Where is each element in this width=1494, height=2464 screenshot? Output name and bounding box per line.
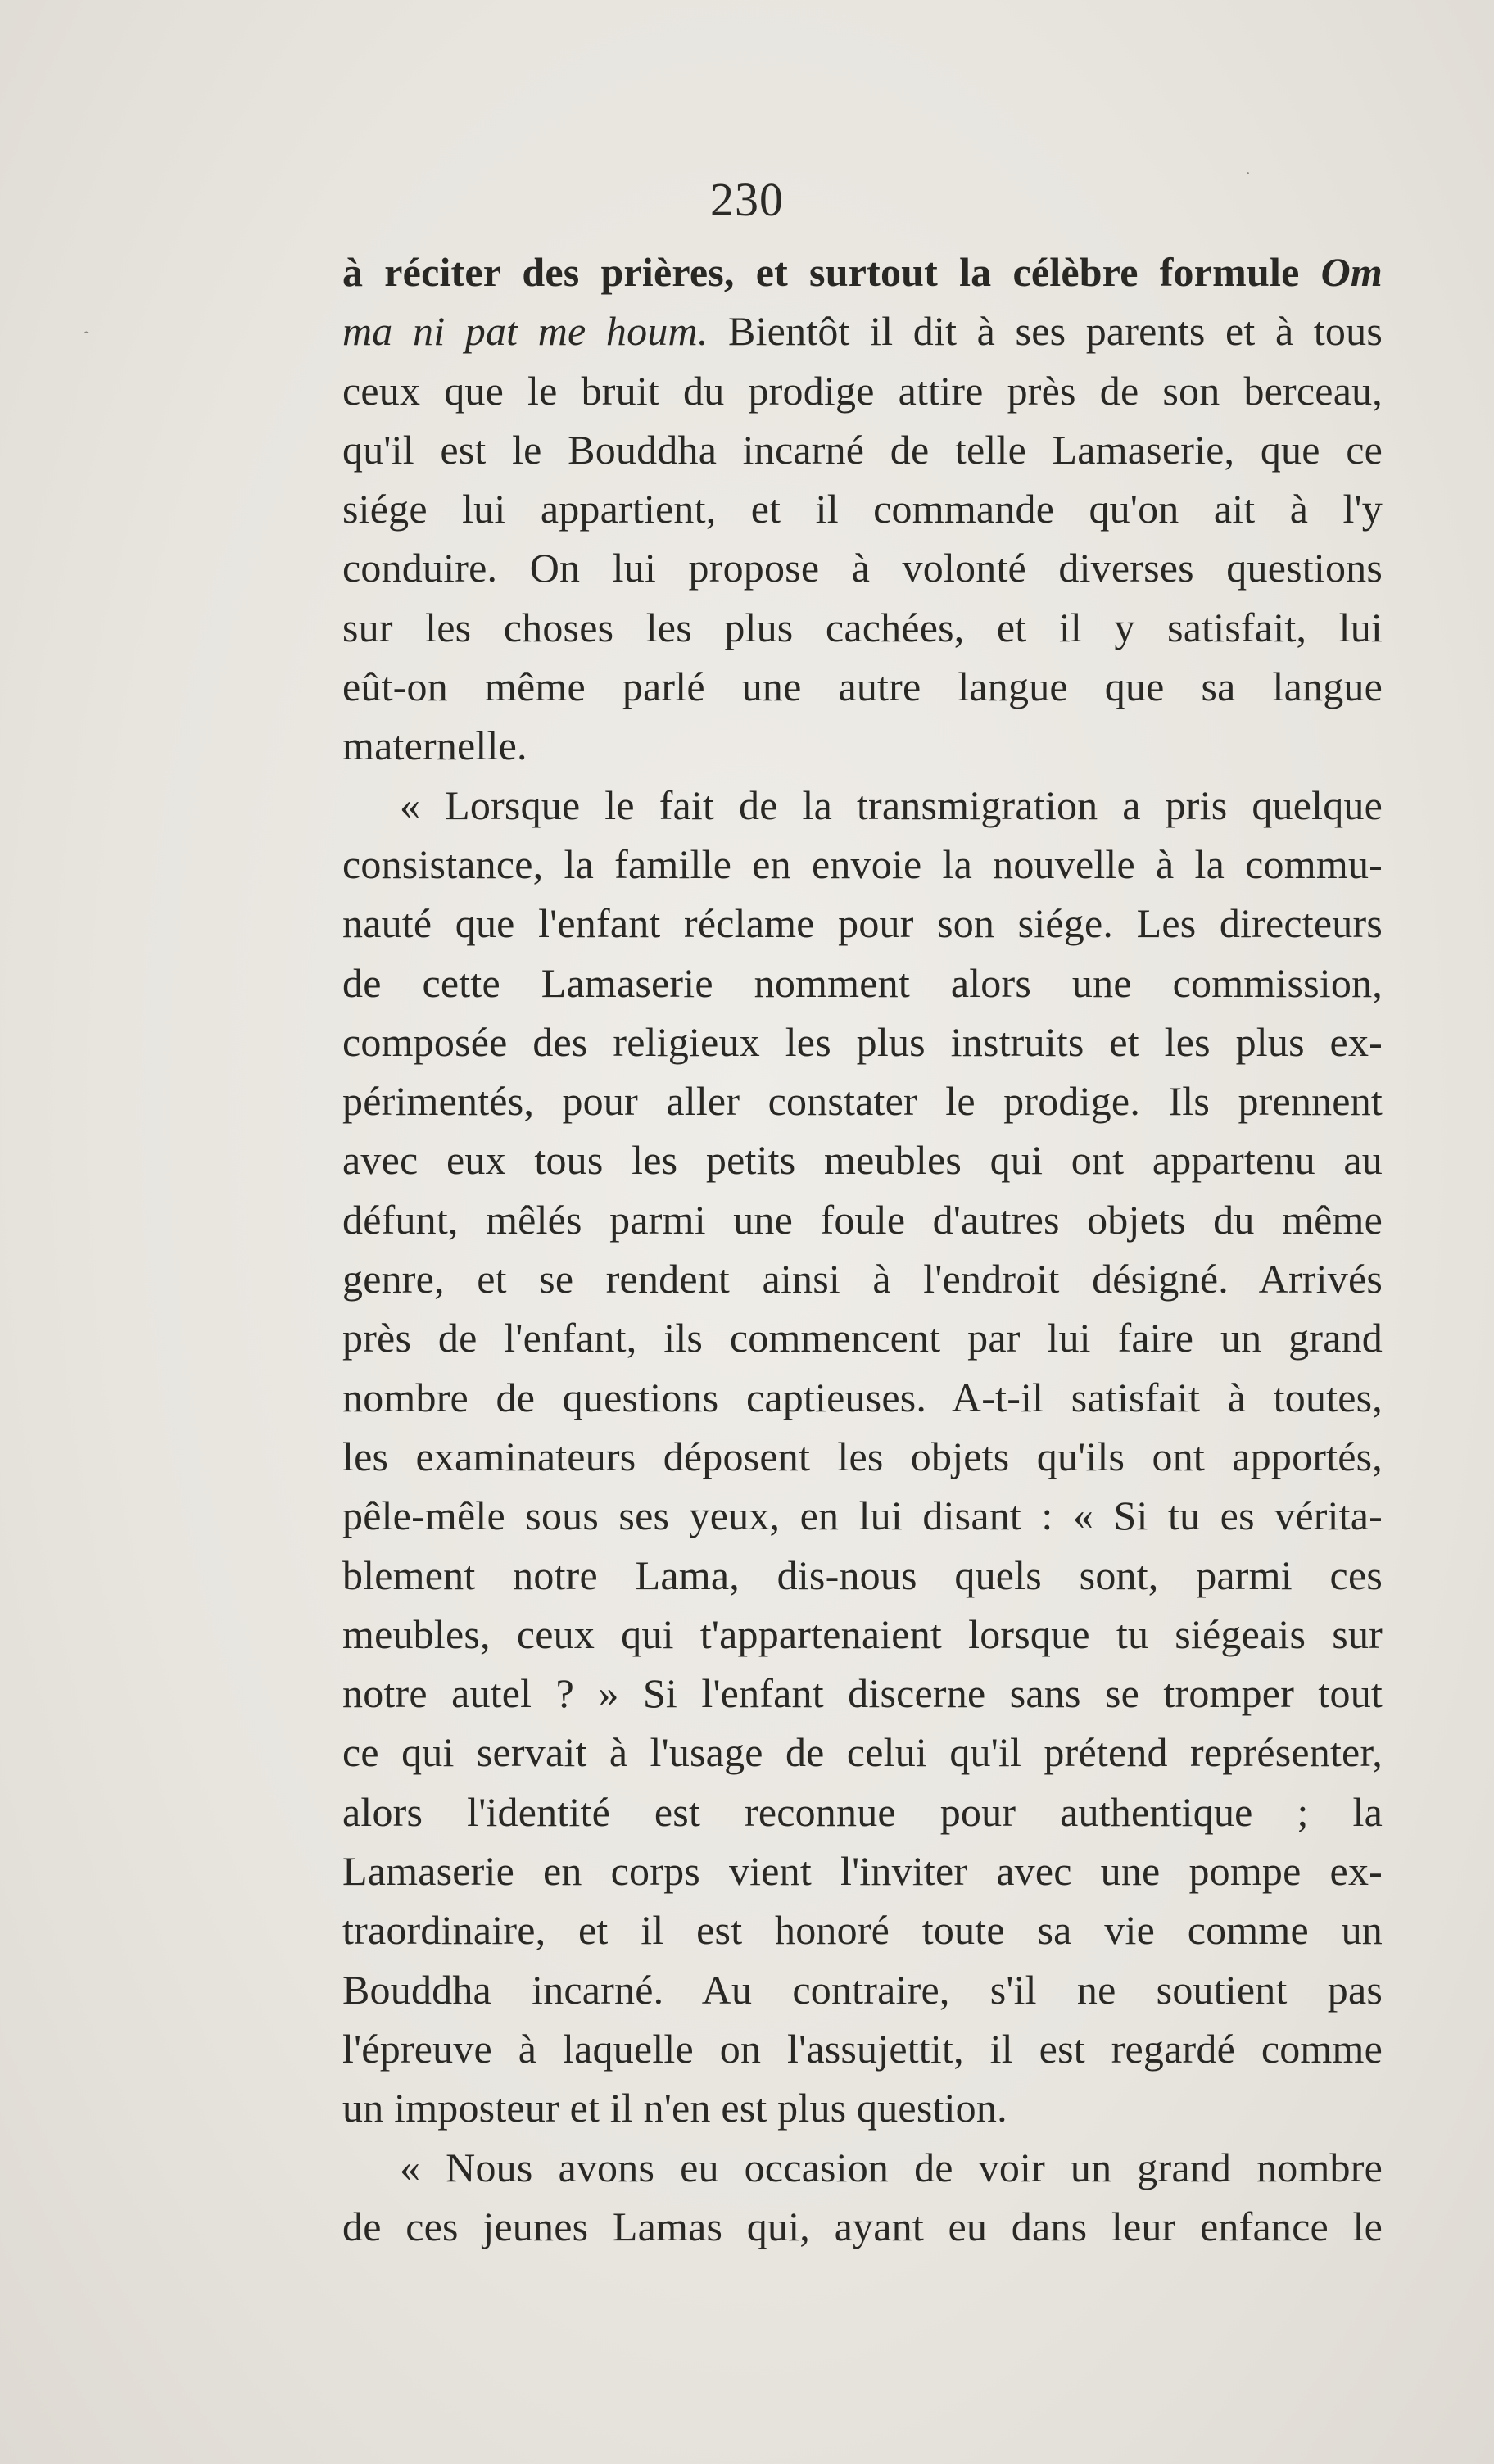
margin-mark: ˙ xyxy=(1245,168,1252,188)
line-text: périmentés, pour aller constater le prodige. Ils prennent xyxy=(342,1078,1383,1125)
text-line xyxy=(342,1486,1383,1545)
text-line xyxy=(342,1723,1383,1782)
line-text: composée des religieux les plus instruits et les plus ex- xyxy=(342,1018,1383,1065)
text-line xyxy=(342,538,1383,597)
text-line xyxy=(342,1546,1383,1605)
line-text: à réciter des prières, et surtout la célèbre formule xyxy=(342,249,1321,295)
text-line xyxy=(342,1249,1383,1308)
line-text: alors l'identité est reconnue pour authentique ; la xyxy=(342,1788,1383,1835)
line-text: l'épreuve à laquelle on l'assujettit, il est regardé comme xyxy=(342,2025,1383,2072)
text-line xyxy=(342,1071,1383,1130)
line-text: nauté que l'enfant réclame pour son siége. Les directeurs xyxy=(342,900,1383,947)
text-line xyxy=(342,1012,1383,1071)
margin-mark: ˋ xyxy=(81,325,100,351)
line-text: meubles, ceux qui t'appartenaient lorsque tu siégeais sur xyxy=(342,1610,1383,1657)
body-text xyxy=(342,242,1383,2256)
line-text: près de l'enfant, ils commencent par lui faire un grand xyxy=(342,1315,1383,1361)
line-text: siége lui appartient, et il commande qu'on ait à l'y xyxy=(342,486,1383,532)
line-text: défunt, mêlés parmi une foule d'autres objets du même xyxy=(342,1196,1383,1243)
line-text: qu'il est le Bouddha incarné de telle Lamaserie, que ce xyxy=(342,426,1383,473)
line-text-continued: Bientôt il dit à ses parents et à tous xyxy=(708,308,1383,355)
line-text: un imposteur et il n'en est plus question. xyxy=(342,2085,1007,2131)
text-line xyxy=(342,1841,1383,1900)
line-text: pêle-mêle sous ses yeux, en lui disant : « Si tu es vérita- xyxy=(342,1492,1383,1539)
line-text: conduire. On lui propose à volonté diverses questions xyxy=(342,545,1383,591)
line-text: avec eux tous les petits meubles qui ont appartenu au xyxy=(342,1137,1383,1184)
line-text: genre, et se rendent ainsi à l'endroit désigné. Arrivés xyxy=(342,1256,1383,1302)
text-line xyxy=(342,657,1383,716)
text-line xyxy=(342,894,1383,953)
line-text: « Nous avons eu occasion de voir un grand nombre xyxy=(400,2144,1383,2190)
page-number: 230 xyxy=(710,173,784,226)
text-line xyxy=(342,361,1383,420)
text-line xyxy=(342,1308,1383,1367)
line-text: ceux que le bruit du prodige attire près de son berceau, xyxy=(342,367,1383,414)
text-line xyxy=(342,2138,1383,2197)
text-line xyxy=(342,598,1383,657)
text-line xyxy=(342,1130,1383,1189)
text-line xyxy=(342,479,1383,538)
text-line xyxy=(342,1664,1383,1723)
line-text: nombre de questions captieuses. A-t-il satisfait à toutes, xyxy=(342,1374,1383,1420)
text-line xyxy=(342,1782,1383,1841)
line-text: traordinaire, et il est honoré toute sa vie comme un xyxy=(342,1907,1383,1954)
text-line xyxy=(342,2197,1383,2256)
line-italic-text: Om xyxy=(1320,249,1383,295)
text-line xyxy=(342,1190,1383,1249)
text-line xyxy=(342,1900,1383,1959)
text-line xyxy=(342,1427,1383,1486)
text-line xyxy=(342,1605,1383,1664)
line-text: Lamaserie en corps vient l'inviter avec une pompe ex- xyxy=(342,1848,1383,1895)
line-text: « Lorsque le fait de la transmigration a pris quelque xyxy=(400,781,1383,828)
text-line xyxy=(342,1368,1383,1427)
line-text: Bouddha incarné. Au contraire, s'il ne soutient pas xyxy=(342,1966,1383,2013)
line-text: les examinateurs déposent les objets qu'ils ont apportés, xyxy=(342,1433,1383,1479)
line-text: de ces jeunes Lamas qui, ayant eu dans leur enfance le xyxy=(342,2203,1383,2249)
text-line xyxy=(342,776,1383,835)
text-line xyxy=(342,953,1383,1012)
text-line xyxy=(342,1960,1383,2019)
text-line xyxy=(342,2019,1383,2078)
line-text: notre autel ? » Si l'enfant discerne sans se tromper tout xyxy=(342,1670,1383,1717)
line-text: sur les choses les plus cachées, et il y satisfait, lui xyxy=(342,604,1383,650)
text-line xyxy=(342,716,1383,775)
line-italic-text: ma ni pat me houm. xyxy=(342,308,709,355)
line-text: ce qui servait à l'usage de celui qu'il prétend représenter, xyxy=(342,1729,1383,1776)
text-line xyxy=(342,301,1383,360)
line-text: eût-on même parlé une autre langue que sa langue xyxy=(342,664,1383,710)
line-text: consistance, la famille en envoie la nouvelle à la commu- xyxy=(342,840,1383,887)
line-text: blement notre Lama, dis-nous quels sont, parmi ces xyxy=(342,1551,1383,1598)
text-line xyxy=(342,420,1383,479)
text-line xyxy=(342,242,1383,301)
line-text: maternelle. xyxy=(342,722,527,769)
text-line xyxy=(342,835,1383,894)
text-line xyxy=(342,2078,1383,2137)
line-text: de cette Lamaserie nomment alors une commission, xyxy=(342,959,1383,1006)
